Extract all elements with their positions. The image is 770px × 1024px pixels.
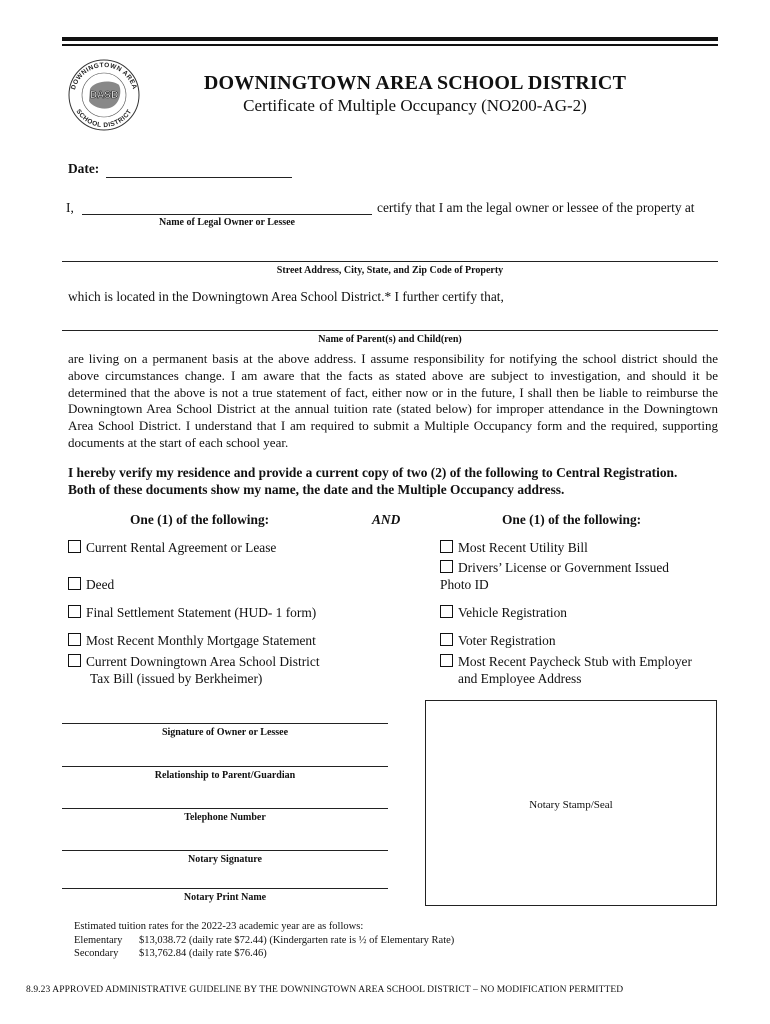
address-field[interactable] [62,261,718,262]
notary-signature-caption: Notary Signature [188,854,262,865]
page-subtitle: Certificate of Multiple Occupancy (NO200-AG-2) [243,96,587,115]
telephone-field[interactable] [62,808,388,809]
option-drivers-license-cont: Photo ID [440,577,489,592]
option-deed[interactable] [68,576,114,593]
relationship-caption: Relationship to Parent/Guardian [154,770,296,781]
checkbox[interactable] [440,654,453,667]
i-label: I, [66,200,74,215]
option-drivers-license[interactable] [440,559,669,576]
header-rule-thin [62,44,718,46]
relationship-field[interactable] [62,766,388,767]
option-label: Voter Registration [458,633,556,648]
option-label: Current Downingtown Area School District [86,654,320,669]
rates-elementary-label: Elementary [74,935,123,946]
notary-stamp-label: Notary Stamp/Seal [529,799,613,811]
declaration-paragraph: are living on a permanent basis at the above address. I assume responsibility for notifying the school district should the above circumstances change. I am aware that the facts as stated above are subject to investigation, and should it be determined that the above is not a true statement of fact, either now or in the future, I shall then be liable to reimburse the Downingtown Area School District at the annual tuition rate (stated below) for improper attendance in the Downingtown Area School District. I understand that I am required to submit a Multiple Occupancy form and the required, supporting documents at the start of each school year. [68,351,718,450]
svg-text:SCHOOL DISTRICT: SCHOOL DISTRICT [74,108,134,130]
checkbox[interactable] [68,577,81,590]
owner-name-caption: Name of Legal Owner or Lessee [159,217,295,228]
checkbox[interactable] [440,560,453,573]
checkbox[interactable] [68,540,81,553]
option-paycheck-stub[interactable] [440,653,692,687]
date-label: Date: [68,161,100,176]
page-title: DOWNINGTOWN AREA SCHOOL DISTRICT [203,72,627,94]
checkbox[interactable] [440,605,453,618]
verify-line-2: Both of these documents show my name, the date and the Multiple Occupancy address. [68,482,565,497]
footer-text: 8.9.23 APPROVED ADMINISTRATIVE GUIDELINE BY THE DOWNINGTOWN AREA SCHOOL DISTRICT – NO MODIFICATION PERMITTED [26,985,624,995]
rates-intro: Estimated tuition rates for the 2022-23 academic year are as follows: [74,921,364,932]
option-vehicle-registration[interactable] [440,604,567,621]
option-utility-bill[interactable] [440,539,588,556]
left-column-heading: One (1) of the following: [130,512,270,527]
option-label: Current Rental Agreement or Lease [86,540,277,555]
svg-text:DASD: DASD [89,90,119,101]
option-label: Most Recent Utility Bill [458,540,588,555]
address-caption: Street Address, City, State, and Zip Code of Property [276,265,504,276]
owner-signature-caption: Signature of Owner or Lessee [161,727,289,738]
date-field[interactable] [106,177,292,178]
rates-elementary-value: $13,038.72 (daily rate $72.44) (Kindergarten rate is ½ of Elementary Rate) [139,935,455,946]
svg-text:DOWNINGTOWN AREA: DOWNINGTOWN AREA [69,61,139,91]
notary-print-caption: Notary Print Name [183,892,267,903]
option-voter-registration[interactable] [440,632,556,649]
header-rule-thick [62,37,718,41]
checkbox[interactable] [68,605,81,618]
option-label-cont: and Employee Address [458,671,582,686]
checkbox[interactable] [440,633,453,646]
and-label: AND [372,512,401,527]
notary-signature-field[interactable] [62,850,388,851]
option-final-settlement[interactable] [68,604,316,621]
option-label: Most Recent Monthly Mortgage Statement [86,633,316,648]
telephone-caption: Telephone Number [184,812,266,823]
parents-children-field[interactable] [62,330,718,331]
owner-signature-field[interactable] [62,723,388,724]
rates-secondary-value: $13,762.84 (daily rate $76.46) [139,948,267,959]
option-label-cont: Tax Bill (issued by Berkheimer) [90,671,263,686]
verify-line-1: I hereby verify my residence and provide a current copy of two (2) of the following to Central Registration. [68,465,678,480]
owner-name-field[interactable] [82,214,372,215]
option-label: Vehicle Registration [458,605,567,620]
located-text: which is located in the Downingtown Area School District.* I further certify that, [68,289,504,304]
rates-secondary-label: Secondary [74,948,119,959]
checkbox[interactable] [68,654,81,667]
option-rental-agreement[interactable] [68,539,276,556]
option-label: Final Settlement Statement (HUD- 1 form) [86,605,317,620]
option-label: Most Recent Paycheck Stub with Employer [458,654,692,669]
certify-text: certify that I am the legal owner or lessee of the property at [377,200,695,215]
option-tax-bill[interactable] [68,653,320,687]
checkbox[interactable] [68,633,81,646]
right-column-heading: One (1) of the following: [502,512,642,527]
option-label: Drivers’ License or Government Issued [458,560,669,575]
option-mortgage-statement[interactable] [68,632,316,649]
option-label: Deed [86,577,115,592]
checkbox[interactable] [440,540,453,553]
parents-children-caption: Name of Parent(s) and Child(ren) [318,334,462,345]
notary-print-field[interactable] [62,888,388,889]
